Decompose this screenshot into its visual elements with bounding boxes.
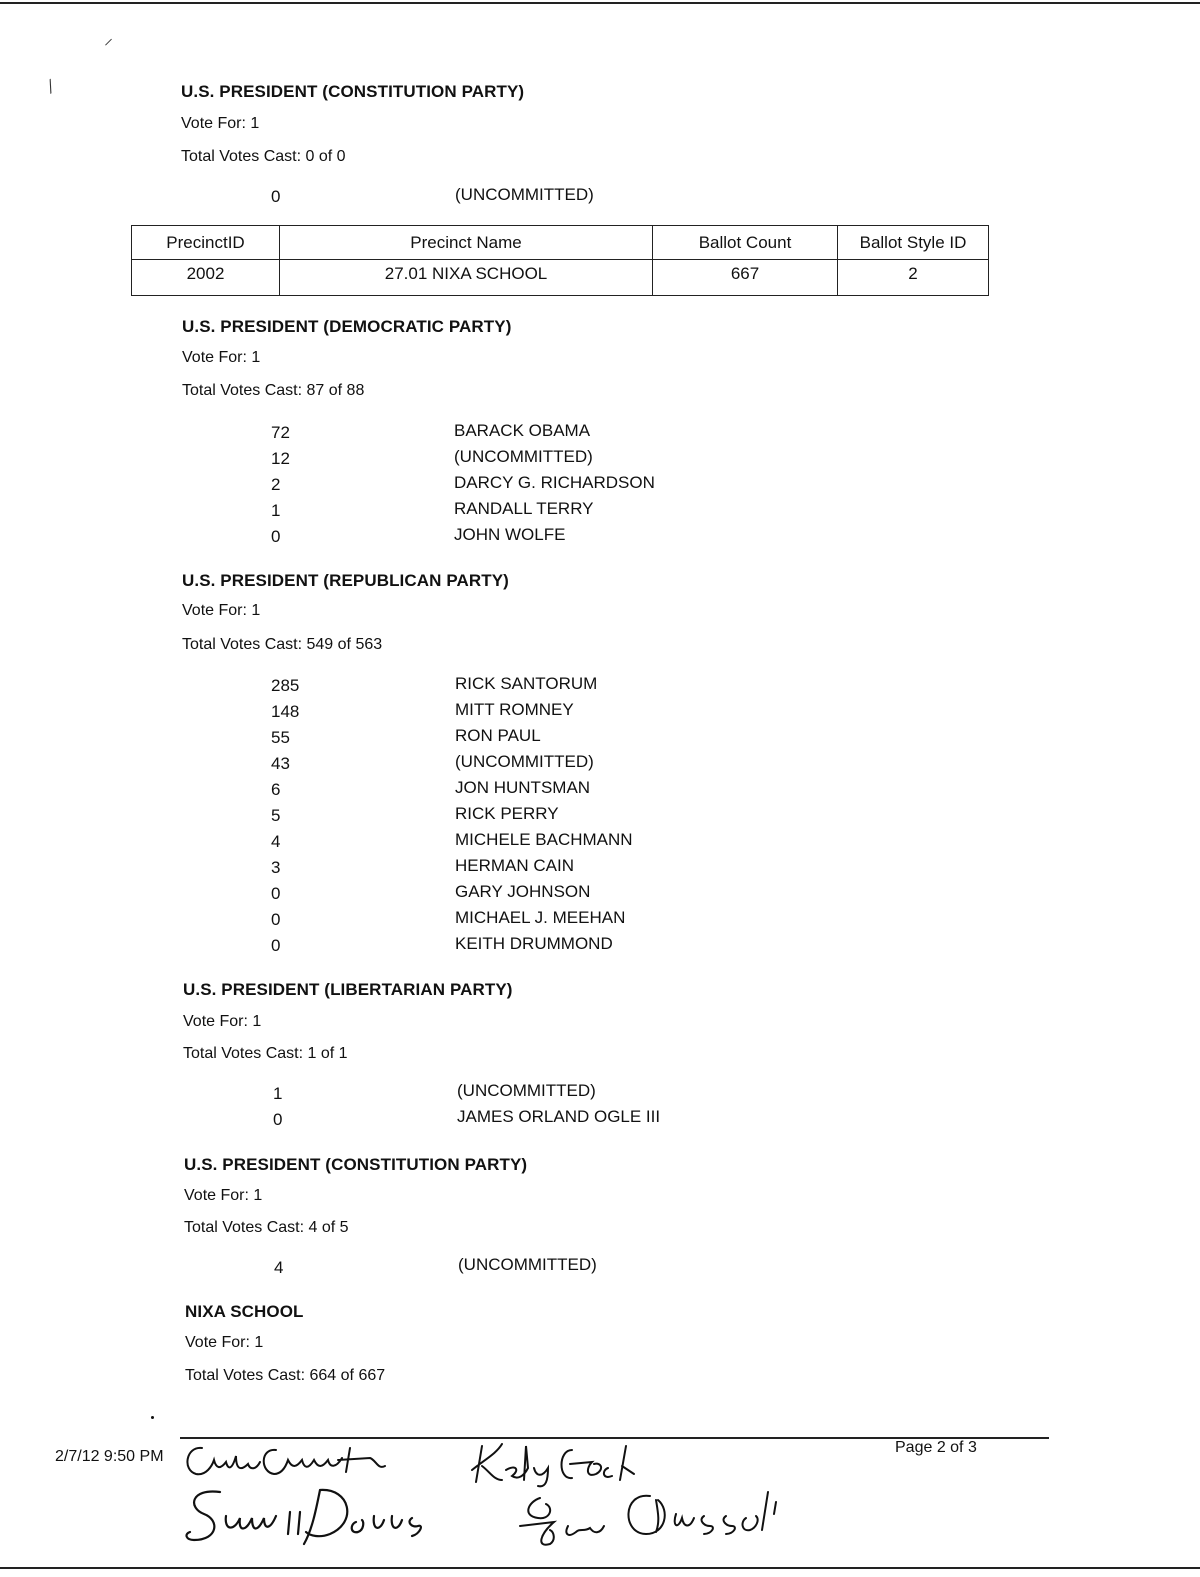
candidate-name: MITT ROMNEY [455,700,574,719]
table-header-row [132,226,989,260]
candidate-name: BARACK OBAMA [454,421,591,440]
race-title: U.S. PRESIDENT (CONSTITUTION PARTY) [184,1155,528,1174]
total-votes: Total Votes Cast: 664 of 667 [185,1367,386,1384]
candidate-name: HERMAN CAIN [455,856,575,875]
candidate-votes: 5 [271,806,281,825]
page-number: Page 2 of 3 [895,1439,977,1456]
candidate-votes: 3 [271,858,281,877]
candidate-votes: 43 [271,754,290,773]
candidate-name: JON HUNTSMAN [455,778,591,797]
candidate-name: MICHAEL J. MEEHAN [455,908,626,927]
candidate-name: (UNCOMMITTED) [458,1255,597,1274]
vote-for: Vote For: 1 [185,1334,264,1351]
candidate-votes: 6 [271,780,281,799]
vote-for: Vote For: 1 [182,602,261,619]
signature-susan [180,1482,450,1552]
candidate-votes: 0 [271,527,281,546]
candidate-name: (UNCOMMITTED) [455,752,594,771]
candidate-name: RICK PERRY [455,804,559,823]
total-votes: Total Votes Cast: 1 of 1 [183,1045,348,1062]
total-votes: Total Votes Cast: 4 of 5 [184,1219,349,1236]
column-header: Precinct Name [280,226,653,260]
candidate-name: DARCY G. RICHARDSON [454,473,655,492]
bottom-rule [0,1567,1200,1569]
race-title: U.S. PRESIDENT (DEMOCRATIC PARTY) [182,317,512,336]
race-title: U.S. PRESIDENT (CONSTITUTION PARTY) [181,82,525,101]
candidate-name: GARY JOHNSON [455,882,591,901]
scan-mark: ⁄ [44,77,59,96]
candidate-votes: 0 [271,187,281,206]
candidate-votes: 12 [271,449,290,468]
scan-mark: ⸝ [104,28,113,48]
candidate-votes: 148 [271,702,300,721]
candidate-name: (UNCOMMITTED) [454,447,593,466]
candidate-votes: 0 [271,936,281,955]
precinct-name: 27.01 NIXA SCHOOL [280,260,653,296]
total-votes: Total Votes Cast: 87 of 88 [182,382,365,399]
ballot-count: 667 [653,260,838,296]
column-header: PrecinctID [132,226,280,260]
race-title: NIXA SCHOOL [185,1302,304,1321]
candidate-votes: 55 [271,728,290,747]
candidate-name: JAMES ORLAND OGLE III [457,1107,661,1126]
candidate-votes: 1 [273,1084,283,1103]
candidate-name: RANDALL TERRY [454,499,594,518]
candidate-votes: 4 [271,832,281,851]
signature-carla [180,1440,390,1485]
candidate-name: (UNCOMMITTED) [455,185,594,204]
report-timestamp: 2/7/12 9:50 PM [55,1448,164,1465]
candidate-votes: 1 [271,501,281,520]
candidate-name: RON PAUL [455,726,541,745]
candidate-votes: 285 [271,676,300,695]
candidate-votes: 2 [271,475,281,494]
race-title: U.S. PRESIDENT (REPUBLICAN PARTY) [182,571,509,590]
vote-for: Vote For: 1 [182,349,261,366]
total-votes: Total Votes Cast: 549 of 563 [182,636,383,653]
candidate-name: JOHN WOLFE [454,525,566,544]
ballot-style-id: 2 [838,260,989,296]
candidate-name: (UNCOMMITTED) [457,1081,596,1100]
race-title: U.S. PRESIDENT (LIBERTARIAN PARTY) [183,980,513,999]
column-header: Ballot Count [653,226,838,260]
candidate-name: KEITH DRUMMOND [455,934,613,953]
precinct-id: 2002 [132,260,280,296]
vote-for: Vote For: 1 [184,1187,263,1204]
vote-for: Vote For: 1 [181,115,260,132]
total-votes: Total Votes Cast: 0 of 0 [181,148,346,165]
scan-dot [151,1416,154,1419]
candidate-votes: 0 [271,884,281,903]
vote-for: Vote For: 1 [183,1013,262,1030]
top-rule [0,2,1200,4]
precinct-table [131,225,989,296]
table-row [132,260,989,296]
candidate-votes: 4 [274,1258,284,1277]
signature-lisa [510,1482,790,1562]
candidate-name: RICK SANTORUM [455,674,598,693]
candidate-votes: 0 [273,1110,283,1129]
candidate-name: MICHELE BACHMANN [455,830,633,849]
column-header: Ballot Style ID [838,226,989,260]
candidate-votes: 72 [271,423,290,442]
candidate-votes: 0 [271,910,281,929]
